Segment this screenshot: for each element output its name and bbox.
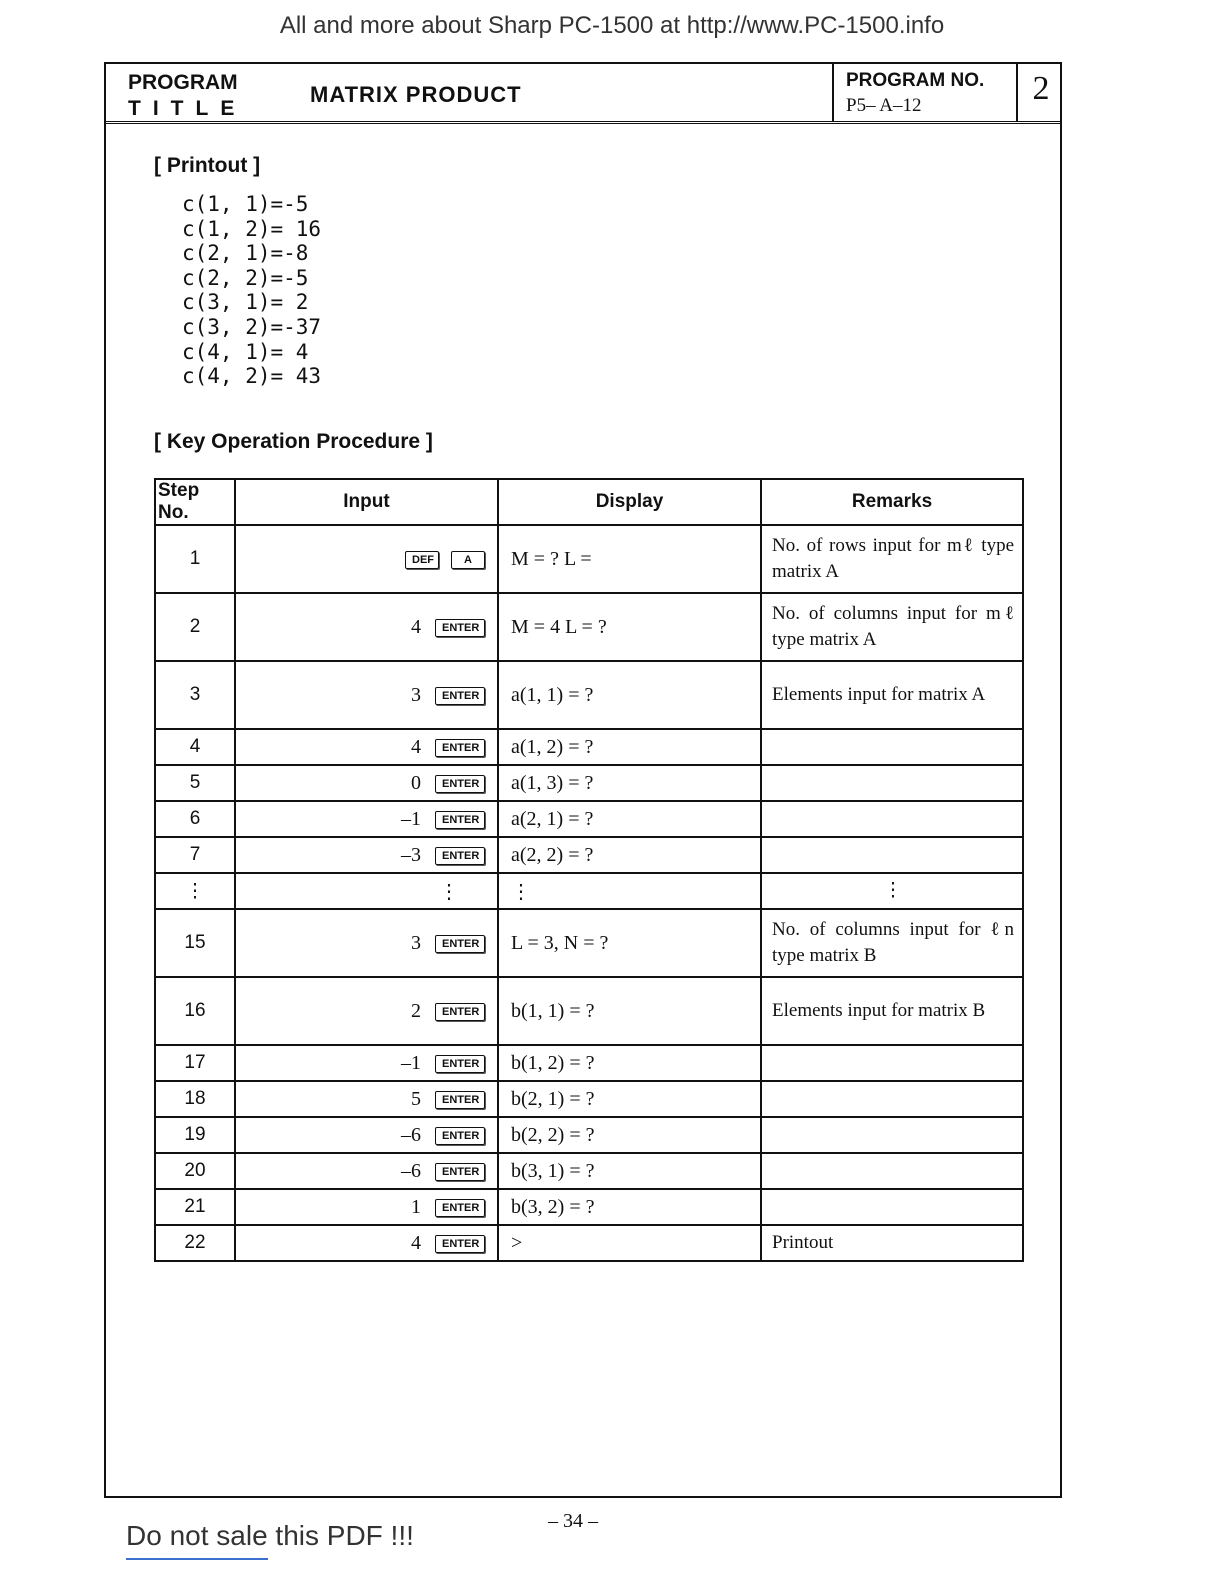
input-value: –1 <box>401 1051 421 1074</box>
page-number: – 34 – <box>548 1510 598 1532</box>
table-row <box>155 1153 1023 1189</box>
footer-note: Do not sale this PDF !!! <box>126 1520 414 1551</box>
display-cell: b(3, 2) = ? <box>498 1189 761 1225</box>
input-cell <box>235 765 498 801</box>
input-cell <box>235 1117 498 1153</box>
key-ops-heading: [ Key Operation Procedure ] <box>154 430 433 453</box>
enter-key-icon: ENTER <box>435 935 485 953</box>
printout-line: c(3, 2)=-37 <box>182 314 322 339</box>
enter-key-icon: ENTER <box>435 1235 485 1253</box>
title-label: TITLE <box>128 97 247 120</box>
display-cell: a(2, 2) = ? <box>498 837 761 873</box>
display-cell: L = 3, N = ? <box>498 909 761 977</box>
col-remarks: Remarks <box>761 479 1023 525</box>
enter-key-icon: ENTER <box>435 739 485 757</box>
sheet-number: 2 <box>1032 70 1050 107</box>
input-cell <box>235 801 498 837</box>
step-number: 21 <box>155 1189 235 1225</box>
input-value: 3 <box>411 931 421 954</box>
key-operation-table <box>154 478 1024 1262</box>
remarks-cell <box>761 729 1023 765</box>
table-row <box>155 1081 1023 1117</box>
display-cell: b(1, 1) = ? <box>498 977 761 1045</box>
input-cell <box>235 593 498 661</box>
table-row <box>155 661 1023 729</box>
display-cell: b(1, 2) = ? <box>498 1045 761 1081</box>
program-sheet <box>104 62 1062 1532</box>
display-cell: b(3, 1) = ? <box>498 1153 761 1189</box>
step-number: 20 <box>155 1153 235 1189</box>
input-value: 0 <box>411 771 421 794</box>
remarks-cell: No. of columns input for ℓn type matrix B <box>761 909 1023 977</box>
input-cell <box>235 977 498 1045</box>
table-row <box>155 1117 1023 1153</box>
step-number: 22 <box>155 1225 235 1261</box>
table-row <box>155 1045 1023 1081</box>
input-cell <box>235 525 498 593</box>
printout-line: c(2, 1)=-8 <box>182 241 309 266</box>
remarks-cell: Elements input for matrix B <box>761 977 1023 1045</box>
step-number: 15 <box>155 909 235 977</box>
input-value: 3 <box>411 683 421 706</box>
remarks-cell: Printout <box>761 1225 1023 1261</box>
remarks-cell <box>761 765 1023 801</box>
display-cell: > <box>498 1225 761 1261</box>
table-header-row <box>155 479 1023 525</box>
printout-line: c(1, 2)= 16 <box>182 216 322 241</box>
table-row <box>155 593 1023 661</box>
enter-key-icon: ENTER <box>435 687 485 705</box>
input-cell <box>235 873 498 909</box>
input-value: –6 <box>401 1159 421 1182</box>
input-value: 4 <box>411 1231 421 1254</box>
col-display: Display <box>498 479 761 525</box>
a-key-icon: A <box>451 551 485 569</box>
input-value: 2 <box>411 999 421 1022</box>
input-value: –1 <box>401 807 421 830</box>
printout-heading: [ Printout ] <box>154 154 261 177</box>
printout-line: c(1, 1)=-5 <box>182 192 309 216</box>
input-cell <box>235 1045 498 1081</box>
step-number: 5 <box>155 765 235 801</box>
input-value: –3 <box>401 843 421 866</box>
enter-key-icon: ENTER <box>435 811 485 829</box>
step-number: 4 <box>155 729 235 765</box>
program-code: P5– A–12 <box>846 95 922 116</box>
input-cell <box>235 1081 498 1117</box>
printout-line: c(4, 1)= 4 <box>182 339 309 364</box>
table-row <box>155 1189 1023 1225</box>
table-row <box>155 729 1023 765</box>
table-row <box>155 525 1023 593</box>
step-number: 17 <box>155 1045 235 1081</box>
remarks-cell: No. of rows input for mℓ type matrix A <box>761 525 1023 593</box>
program-label: PROGRAM <box>128 71 238 94</box>
display-cell: a(1, 3) = ? <box>498 765 761 801</box>
remarks-cell <box>761 1153 1023 1189</box>
enter-key-icon: ENTER <box>435 619 485 637</box>
display-cell: ⋮ <box>498 873 761 909</box>
display-cell: a(1, 1) = ? <box>498 661 761 729</box>
col-input: Input <box>235 479 498 525</box>
input-value: ⋮ <box>439 880 459 903</box>
display-cell: M = 4 L = ? <box>498 593 761 661</box>
input-cell <box>235 909 498 977</box>
input-cell <box>235 661 498 729</box>
enter-key-icon: ENTER <box>435 775 485 793</box>
display-cell: b(2, 2) = ? <box>498 1117 761 1153</box>
program-title: MATRIX PRODUCT <box>310 82 522 107</box>
input-value: 1 <box>411 1195 421 1218</box>
printout-block <box>182 192 321 389</box>
program-title-label <box>128 70 246 122</box>
remarks-cell <box>761 1045 1023 1081</box>
input-value: 5 <box>411 1087 421 1110</box>
input-cell <box>235 1153 498 1189</box>
enter-key-icon: ENTER <box>435 1055 485 1073</box>
input-value: 4 <box>411 735 421 758</box>
remarks-cell <box>761 1081 1023 1117</box>
table-row <box>155 977 1023 1045</box>
input-value: 4 <box>411 615 421 638</box>
table-row <box>155 1225 1023 1261</box>
step-number: 16 <box>155 977 235 1045</box>
display-cell: a(2, 1) = ? <box>498 801 761 837</box>
enter-key-icon: ENTER <box>435 1091 485 1109</box>
input-cell <box>235 729 498 765</box>
def-key-icon: DEF <box>405 551 439 569</box>
remarks-cell <box>761 1117 1023 1153</box>
remarks-cell: ⋮ <box>761 873 1023 909</box>
program-number-label: PROGRAM NO. <box>846 70 985 91</box>
enter-key-icon: ENTER <box>435 1163 485 1181</box>
step-number: 3 <box>155 661 235 729</box>
input-cell <box>235 837 498 873</box>
display-cell: M = ? L = <box>498 525 761 593</box>
table-row <box>155 873 1023 909</box>
program-number-box <box>832 64 1018 121</box>
enter-key-icon: ENTER <box>435 847 485 865</box>
step-number: 19 <box>155 1117 235 1153</box>
sheet-header <box>106 64 1060 124</box>
remarks-cell: No. of columns input for mℓ type matrix A <box>761 593 1023 661</box>
table-row <box>155 837 1023 873</box>
remarks-cell <box>761 1189 1023 1225</box>
remarks-cell <box>761 837 1023 873</box>
col-step: Step No. <box>155 479 235 525</box>
step-number: 18 <box>155 1081 235 1117</box>
input-value: –6 <box>401 1123 421 1146</box>
display-cell: a(1, 2) = ? <box>498 729 761 765</box>
table-row <box>155 909 1023 977</box>
table-row <box>155 765 1023 801</box>
printout-line: c(3, 1)= 2 <box>182 290 309 315</box>
input-cell <box>235 1225 498 1261</box>
step-number: 7 <box>155 837 235 873</box>
enter-key-icon: ENTER <box>435 1199 485 1217</box>
site-banner: All and more about Sharp PC-1500 at http://www.PC-1500.info <box>279 12 945 39</box>
input-cell <box>235 1189 498 1225</box>
printout-line: c(2, 2)=-5 <box>182 265 309 290</box>
footer-underline <box>126 1558 268 1560</box>
printout-line: c(4, 2)= 43 <box>182 364 322 389</box>
remarks-cell <box>761 801 1023 837</box>
step-number: 6 <box>155 801 235 837</box>
remarks-cell: Elements input for matrix A <box>761 661 1023 729</box>
enter-key-icon: ENTER <box>435 1127 485 1145</box>
step-number: 1 <box>155 525 235 593</box>
step-number: ⋮ <box>155 873 235 909</box>
enter-key-icon: ENTER <box>435 1003 485 1021</box>
step-number: 2 <box>155 593 235 661</box>
display-cell: b(2, 1) = ? <box>498 1081 761 1117</box>
table-row <box>155 801 1023 837</box>
